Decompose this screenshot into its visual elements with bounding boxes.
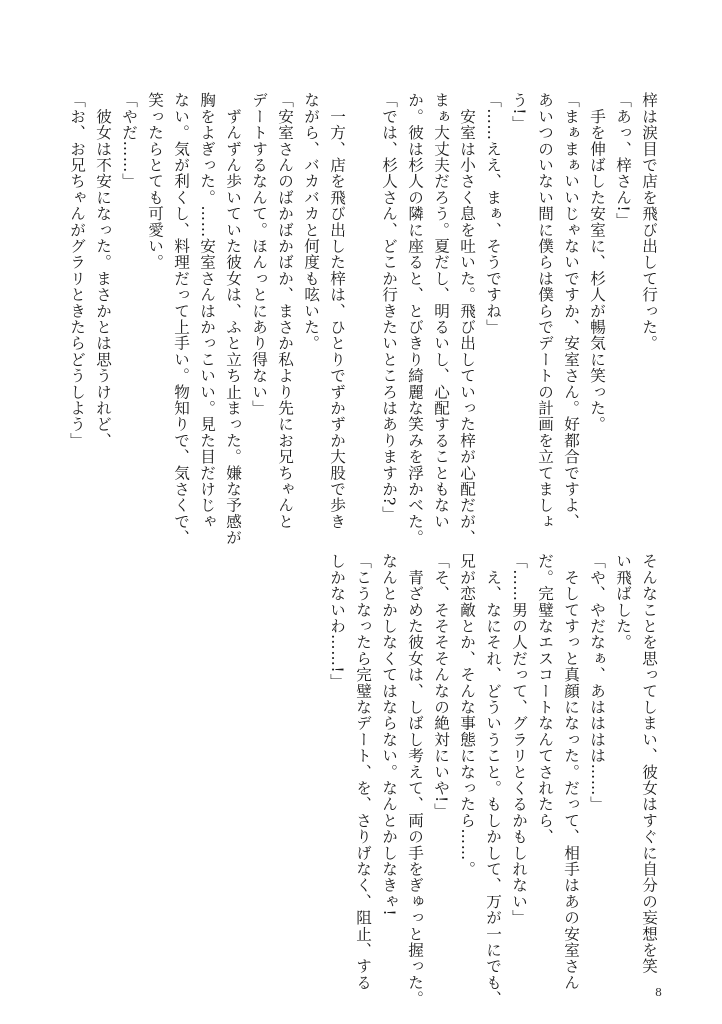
text-line: しかないわ……!」 [328, 553, 346, 690]
text-line: 「こうなったら完璧なデート、を、さりげなく、阻止、する [354, 553, 372, 991]
text-line: か。彼は杉人の隣に座ると、とびきり綺麗な笑みを浮かべた。 [406, 92, 424, 546]
text-line: 「……ええ、まぁ、そうですね」 [484, 92, 502, 335]
text-line: 胸をよぎった。……安室さんはかっこいい。見た目だけじゃ [198, 92, 216, 530]
text-line: 彼女は不安になった。まさかとは思うけれど、 [94, 92, 112, 449]
text-line: 笑ったらとても可愛い。 [146, 92, 164, 271]
text-line: 「では、杉人さん、どこか行きたいところはありますか?」 [380, 92, 398, 523]
text-line: ない。気が利くし、料理だって上手い。物知りで、気さくで、 [172, 92, 190, 546]
text-line: ながら、バカバカと何度も呟いた。 [302, 92, 320, 352]
text-line: 「そ、そそそそんなの絶対にいや!」 [432, 553, 450, 820]
text-line: 一方、店を飛び出した梓は、ひとりでずかずか大股で歩き [328, 92, 346, 530]
text-line: 「……男の人だって、グラリとくるかもしれない」 [510, 553, 528, 926]
text-line: そしてすっと真顔になった。だって、相手はあの安室さん [562, 553, 580, 991]
text-line: 「あっ、梓さん!」 [614, 92, 632, 229]
text-line: 「安室さんのばかばかばか、まさか私より先にお兄ちゃんと [276, 92, 294, 530]
main-text-upper [64, 92, 662, 546]
text-line: う!」 [510, 92, 528, 132]
text-line: 「やだ……」 [120, 92, 138, 190]
text-line: 「まぁまぁいいじゃないですか、安室さん。好都合ですよ、 [562, 92, 580, 530]
text-line: 青ざめた彼女は、しばし考えて、両の手をぎゅっと握った。 [406, 553, 424, 1007]
text-line: 梓は涙目で店を飛び出して行った。 [640, 92, 658, 352]
text-line: 「や、やだなぁ、あはははは……」 [588, 553, 606, 813]
text-line: あいつのいない間に僕らは僕らでデートの計画を立てましょ [536, 92, 554, 530]
text-line: 兄が恋敵とか、そんな事態になったら……。 [458, 553, 476, 877]
text-line: ずんずん歩いていた彼女は、ふと立ち止まった。嫌な予感が [224, 92, 242, 546]
text-line: まぁ大丈夫だろう。夏だし、明るいし、心配することもない [432, 92, 450, 530]
main-text-lower [324, 553, 662, 1007]
text-line: そんなことを思ってしまい、彼女はすぐに自分の妄想を笑 [640, 553, 658, 975]
blank-line [350, 92, 376, 532]
text-line: なんとかしなくてはならない。なんとかしなきゃ! [380, 553, 398, 917]
page-number: 8 [655, 986, 662, 999]
text-line: 「お、お兄ちゃんがグラリときたらどうしよう」 [68, 92, 86, 449]
text-line: 手を伸ばした安室に、杉人が暢気に笑った。 [588, 92, 606, 433]
text-line: 安室は小さく息を吐いた。飛び出していった梓が心配だが、 [458, 92, 476, 546]
text-line: え、なにそれ、どういうこと。もしかして、万が一にでも、 [484, 553, 502, 1007]
text-line: デートするなんて。ほんっとにあり得ない」 [250, 92, 268, 416]
text-line: い飛ばした。 [614, 553, 632, 651]
text-line: だ。完璧なエスコートなんてされたら、 [536, 553, 554, 845]
